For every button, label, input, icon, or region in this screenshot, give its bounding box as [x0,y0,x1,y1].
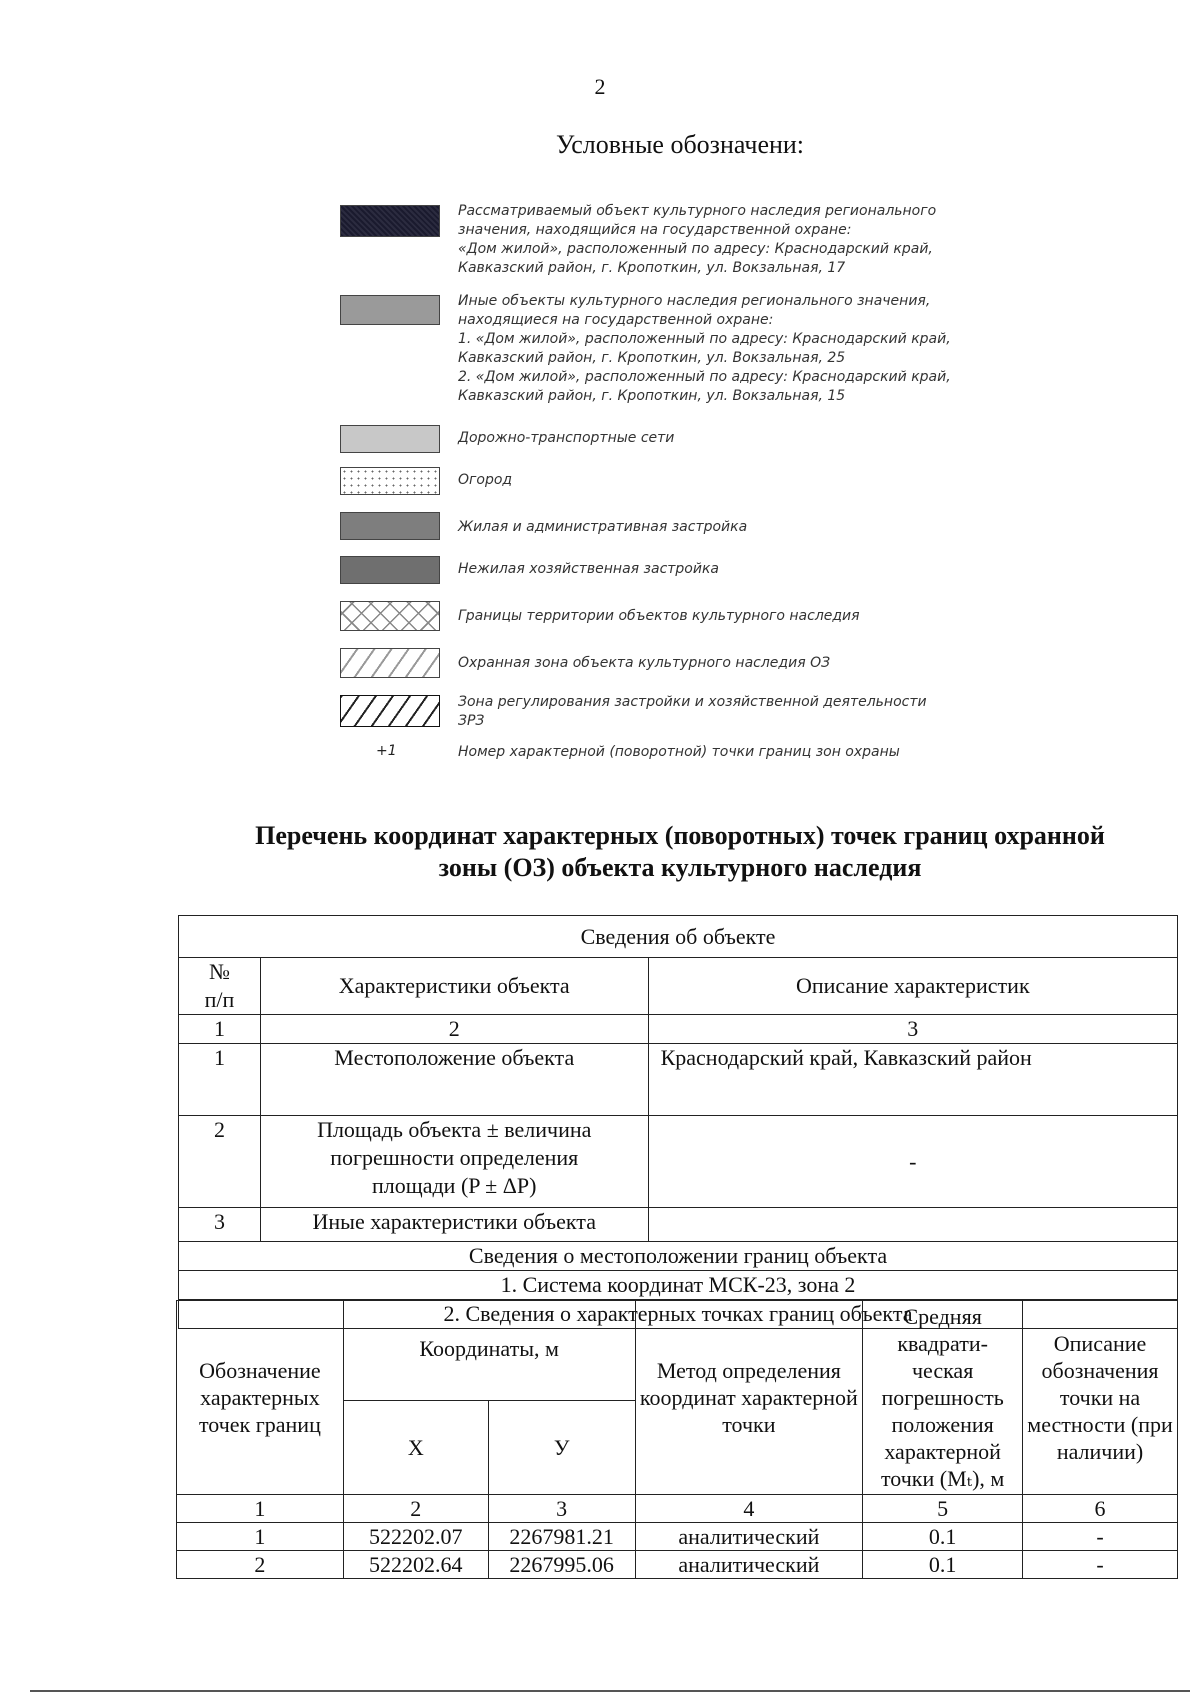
col-header-x: X [343,1401,488,1495]
point-description: - [1023,1523,1178,1551]
index-cell: 2 [343,1495,488,1523]
point-method: аналитический [635,1551,863,1579]
point-y: 2267981.21 [488,1523,635,1551]
point-error: 0.1 [863,1523,1023,1551]
legend-text: Нежилая хозяйственная застройка [458,561,720,577]
table-row [179,1208,1178,1242]
object-info-table [178,915,1178,1329]
index-cell: 4 [635,1495,863,1523]
point-description: - [1023,1551,1178,1579]
swatch-garden [340,467,440,495]
coordinate-system: 1. Система координат МСК-23, зона 2 [179,1271,1178,1300]
point-id: 1 [177,1523,344,1551]
legend-text: Рассматриваемый объект культурного наследия регионального значения, находящийся на государственной охране: «Дом жилой», расположенный по адресу: Краснодарский край, Кавказский район, г. Кропоткин, ул. Вокзальная, 17 [458,203,937,276]
index-cell: 3 [488,1495,635,1523]
location-title: Сведения о местоположении границ объекта [179,1242,1178,1271]
table-row [177,1551,1178,1579]
swatch-regulation-zone [340,695,440,727]
row-characteristic: Иные характеристики объекта [260,1208,648,1242]
page-number: 2 [594,74,606,99]
legend-text: Дорожно-транспортные сети [458,430,675,446]
row-characteristic: Местоположение объекта [260,1044,648,1116]
col-header-designation: Обозначение характерных точек границ [177,1301,344,1495]
row-num: 1 [179,1044,261,1116]
swatch-heritage-boundaries [340,601,440,631]
row-num: 3 [179,1208,261,1242]
page-bottom-rule [30,1690,1190,1692]
col-header-characteristic: Характеристики объекта [260,958,648,1015]
index-cell: 2 [260,1015,648,1044]
points-title: 2. Сведения о характерных точках границ объекта [179,1300,1178,1329]
col-header-method: Метод определения координат характерной точки [635,1301,863,1495]
table-row [179,1044,1178,1116]
index-cell: 5 [863,1495,1023,1523]
point-x: 522202.07 [343,1523,488,1551]
swatch-protection-zone [340,648,440,678]
row-characteristic: Площадь объекта ± величина погрешности определения площади (P ± ΔP) [260,1116,648,1208]
point-x: 522202.64 [343,1551,488,1579]
swatch-other-objects [340,295,440,325]
object-info-title: Сведения об объекте [179,916,1178,958]
legend-text: Границы территории объектов культурного наследия [458,608,860,624]
legend-text: Иные объекты культурного наследия регионального значения, находящиеся на государственной охране: 1. «Дом жилой», расположенный по адресу: Краснодарский край, Кавказский район, г. Кропоткин, ул. Вокзальная, 25 2. «Дом жилой», расположенный по адресу: Краснодарский край, Кавказский район, г. Кропоткин, ул. Вокзальная, 15 [458,293,951,404]
legend-text: Номер характерной (поворотной) точки границ зон охраны [458,744,900,760]
legend-text: Огород [458,472,513,488]
col-header-error: Средняя квадрати-ческая погрешность положения характерной точки (Mₜ), м [863,1301,1023,1495]
swatch-residential [340,512,440,540]
col-header-coordinates: Координаты, м [343,1301,635,1401]
point-id: 2 [177,1551,344,1579]
col-header-point-description: Описание обозначения точки на местности (при наличии) [1023,1301,1178,1495]
legend-title: Условные обозначени: [555,130,805,159]
index-cell: 6 [1023,1495,1178,1523]
row-description: Краснодарский край, Кавказский район [648,1044,1177,1116]
point-method: аналитический [635,1523,863,1551]
legend-text: Зона регулирования застройки и хозяйственной деятельности ЗРЗ [458,694,927,729]
swatch-roads [340,425,440,453]
legend-text: Охранная зона объекта культурного наследия ОЗ [458,655,831,671]
col-header-y: У [488,1401,635,1495]
row-description [648,1208,1177,1242]
col-header-num: № п/п [179,958,261,1015]
row-description: - [648,1116,1177,1208]
swatch-non-residential [340,556,440,584]
table-row [177,1523,1178,1551]
row-num: 2 [179,1116,261,1208]
index-cell: 3 [648,1015,1177,1044]
points-table [176,1300,1178,1579]
heading-line-2: зоны (ОЗ) объекта культурного наследия [438,853,922,882]
legend-text: Жилая и административная застройка [458,519,748,535]
point-error: 0.1 [863,1551,1023,1579]
heading-line-1: Перечень координат характерных (поворотных) точек границ охранной [255,821,1105,850]
index-cell: 1 [179,1015,261,1044]
document-heading [0,820,1200,884]
point-y: 2267995.06 [488,1551,635,1579]
point-marker: +1 [376,743,397,759]
col-header-description: Описание характеристик [648,958,1177,1015]
table-row [179,1116,1178,1208]
index-cell: 1 [177,1495,344,1523]
swatch-target-object [340,205,440,237]
